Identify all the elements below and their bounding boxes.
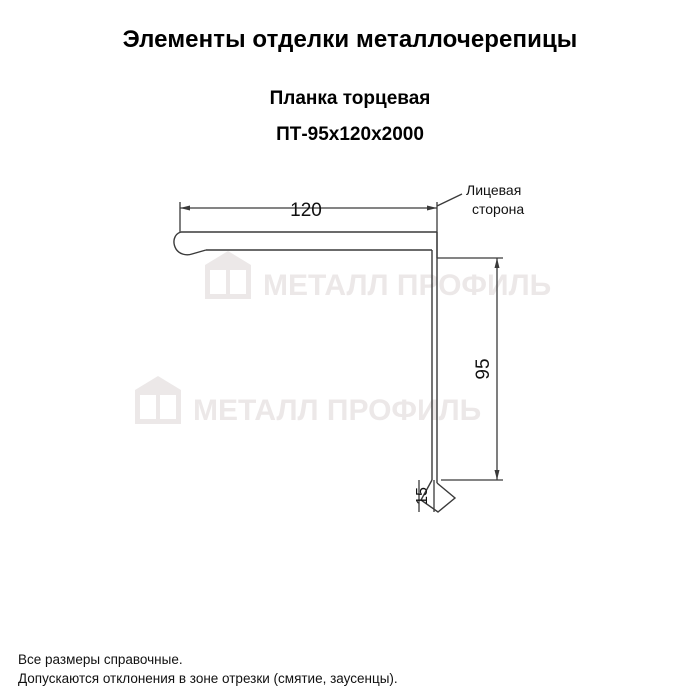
technical-drawing bbox=[0, 150, 700, 570]
product-code: ПТ-95x120x2000 bbox=[276, 124, 424, 145]
page-title: Элементы отделки металлочерепицы bbox=[122, 26, 578, 53]
footer-notes bbox=[18, 650, 398, 688]
footer-note-2: Допускаются отклонения в зоне отрезки (смятие, заусенцы). bbox=[18, 671, 398, 686]
dimension-bottom-label: 15 bbox=[414, 487, 431, 505]
product-name: Планка торцевая bbox=[269, 88, 431, 109]
callout-label-line2: сторона bbox=[472, 201, 525, 217]
profile-outline bbox=[174, 232, 455, 512]
callout-label-line1: Лицевая bbox=[466, 182, 522, 198]
watermark-text: МЕТАЛЛ ПРОФИЛЬ bbox=[263, 269, 552, 302]
footer-note-1: Все размеры справочные. bbox=[18, 652, 183, 667]
watermark-text: МЕТАЛЛ ПРОФИЛЬ bbox=[193, 394, 482, 427]
dimension-top-label: 120 bbox=[290, 200, 322, 221]
callout-leader bbox=[437, 194, 462, 206]
dimension-right-label: 95 bbox=[473, 358, 494, 380]
